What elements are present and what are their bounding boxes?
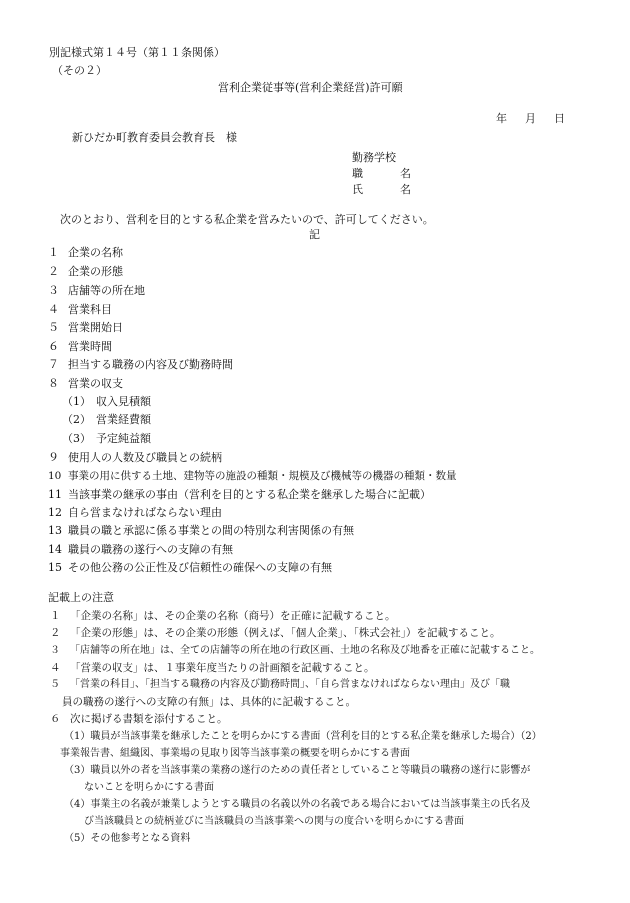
- item-text: 当該事業の継承の事由（営利を目的とする私企業を継承した場合に記載）: [68, 488, 431, 501]
- item-text: 店舗等の所在地: [68, 284, 145, 297]
- document-title: 営利企業従事等(営利企業経営)許可願: [218, 81, 403, 94]
- sub-item-number: （1）: [62, 395, 91, 408]
- item-text: 自ら営まなければならない理由: [68, 506, 222, 519]
- addressee: 新ひだか町教育委員会教育長 様: [72, 131, 237, 144]
- list-item: [48, 320, 123, 336]
- item-text: 営業開始日: [68, 321, 123, 334]
- note-item: [50, 660, 375, 676]
- note-number: ４: [50, 662, 61, 674]
- item-number: ３: [48, 284, 59, 297]
- item-number: ５: [48, 321, 59, 334]
- item-number: 13: [48, 524, 62, 537]
- list-item: [48, 468, 457, 484]
- date-line: [478, 111, 565, 127]
- sub-list-item: [62, 412, 151, 428]
- note-text: 「店舗等の所在地」は、全ての店舗等の所在地の行政区画、土地の名称及び地番を正確に記載すること。: [70, 645, 540, 656]
- item-number: 15: [48, 561, 62, 574]
- item-text: 営業科目: [68, 303, 112, 316]
- list-item: [48, 302, 112, 318]
- list-item: [48, 450, 222, 466]
- notes-title: 記載上の注意: [48, 591, 114, 604]
- attachment-line: ないことを明らかにする書面: [84, 782, 214, 793]
- note-number: ２: [50, 627, 61, 639]
- item-text: 職員の職と承認に係る事業との間の特別な利害関係の有無: [68, 524, 354, 537]
- item-number: 12: [48, 506, 62, 519]
- list-item: [48, 560, 332, 576]
- attachment-line: （3）職員以外の者を当該事業の業務の遂行のための責任者としていること等職員の職務の遂行に影響が: [64, 765, 531, 776]
- note-number: １: [50, 610, 61, 622]
- sub-item-text: 予定純益額: [96, 432, 151, 445]
- intro-text: 次のとおり、営利を目的とする私企業を営みたいので、許可してください。: [60, 213, 434, 226]
- date-year: 年: [496, 112, 507, 125]
- position-char-1: 職: [352, 167, 363, 180]
- list-item: [48, 264, 123, 280]
- item-number: ７: [48, 358, 59, 371]
- attachment-line: （5）その他参考となる資料: [64, 833, 191, 844]
- note-number: ６: [50, 713, 61, 725]
- sub-item-number: （2）: [62, 413, 91, 426]
- position-char-2: 名: [400, 167, 411, 180]
- item-number: ８: [48, 377, 59, 390]
- form-label: 別記様式第１４号（第１１条関係）: [49, 46, 225, 59]
- attachment-line: び当該職員との続柄並びに当該職員の当該事業への関与の度合いを明らかにする書面: [84, 816, 464, 827]
- date-day: 日: [554, 112, 565, 125]
- list-item: [48, 357, 233, 373]
- note-continuation: 員の職務の遂行への支障の有無」は、具体的に記載すること。: [62, 696, 356, 708]
- item-text: 職員の職務の遂行への支障の有無: [68, 543, 233, 556]
- item-number: 14: [48, 543, 62, 556]
- applicant-school: 勤務学校: [352, 151, 396, 164]
- sub-item-text: 収入見積額: [96, 395, 151, 408]
- date-month: 月: [525, 112, 536, 125]
- note-text: 次に掲げる書類を添付すること。: [70, 713, 228, 725]
- item-text: 企業の形態: [68, 265, 123, 278]
- item-text: 事業の用に供する土地、建物等の施設の種類・規模及び機械等の機器の種類・数量: [68, 470, 457, 482]
- applicant-position: [352, 166, 411, 182]
- note-number: ５: [50, 679, 60, 690]
- item-number: 11: [48, 488, 62, 501]
- item-number: ４: [48, 303, 59, 316]
- sub-list-item: [62, 394, 151, 410]
- note-number: ３: [50, 645, 60, 656]
- item-text: 使用人の人数及び職員との続柄: [68, 451, 222, 464]
- note-item: [50, 608, 396, 624]
- sub-list-item: [62, 431, 151, 447]
- attachment-line: （4）事業主の名義が兼業しようとする職員の名義以外の名義である場合においては当該事業主の氏名及: [64, 799, 531, 810]
- attachment-line: 事業報告書、組織図、事業場の見取り図等当該事業の概要を明らかにする書面: [60, 748, 410, 759]
- attachment-line: （1）職員が当該事業を継承したことを明らかにする書面（営利を目的とする私企業を継承した場合）（2）: [64, 731, 542, 742]
- note-text: 「企業の形態」は、その企業の形態（例えば、「個人企業」、「株式会社」）を記載すること。: [70, 627, 501, 639]
- item-text: 担当する職務の内容及び勤務時間: [68, 358, 233, 371]
- note-item: [50, 643, 540, 659]
- item-number: 10: [48, 470, 62, 482]
- item-number: １: [48, 246, 59, 259]
- item-text: 営業時間: [68, 340, 112, 353]
- list-item: [48, 487, 431, 503]
- list-item: [48, 523, 354, 539]
- note-text: 「営業の科目」、「担当する職務の内容及び勤務時間」、「自ら営まなければならない理由」及び「職: [70, 679, 510, 690]
- item-number: ９: [48, 451, 59, 464]
- item-text: その他公務の公正性及び信頼性の確保への支障の有無: [68, 561, 332, 574]
- item-number: ６: [48, 340, 59, 353]
- name-char-1: 氏: [352, 183, 363, 196]
- form-sub-label: （その２）: [52, 64, 107, 77]
- item-number: ２: [48, 265, 59, 278]
- sub-item-text: 営業経費額: [96, 413, 151, 426]
- item-text: 営業の収支: [68, 377, 123, 390]
- item-text: 企業の名称: [68, 246, 123, 259]
- note-item: [50, 711, 228, 727]
- note-text: 「企業の名称」は、その企業の名称（商号）を正確に記載すること。: [70, 610, 396, 622]
- list-item: [48, 339, 112, 355]
- note-item: [50, 625, 501, 641]
- applicant-name: [352, 182, 411, 198]
- list-item: [48, 542, 233, 558]
- name-char-2: 名: [400, 183, 411, 196]
- sub-item-number: （3）: [62, 432, 91, 445]
- list-item: [48, 505, 222, 521]
- list-item: [48, 245, 123, 261]
- ki-heading: 記: [309, 228, 320, 241]
- note-item: [50, 677, 510, 693]
- note-text: 「営業の収支」は、１事業年度当たりの計画額を記載すること。: [70, 662, 375, 674]
- list-item: [48, 376, 123, 392]
- list-item: [48, 283, 145, 299]
